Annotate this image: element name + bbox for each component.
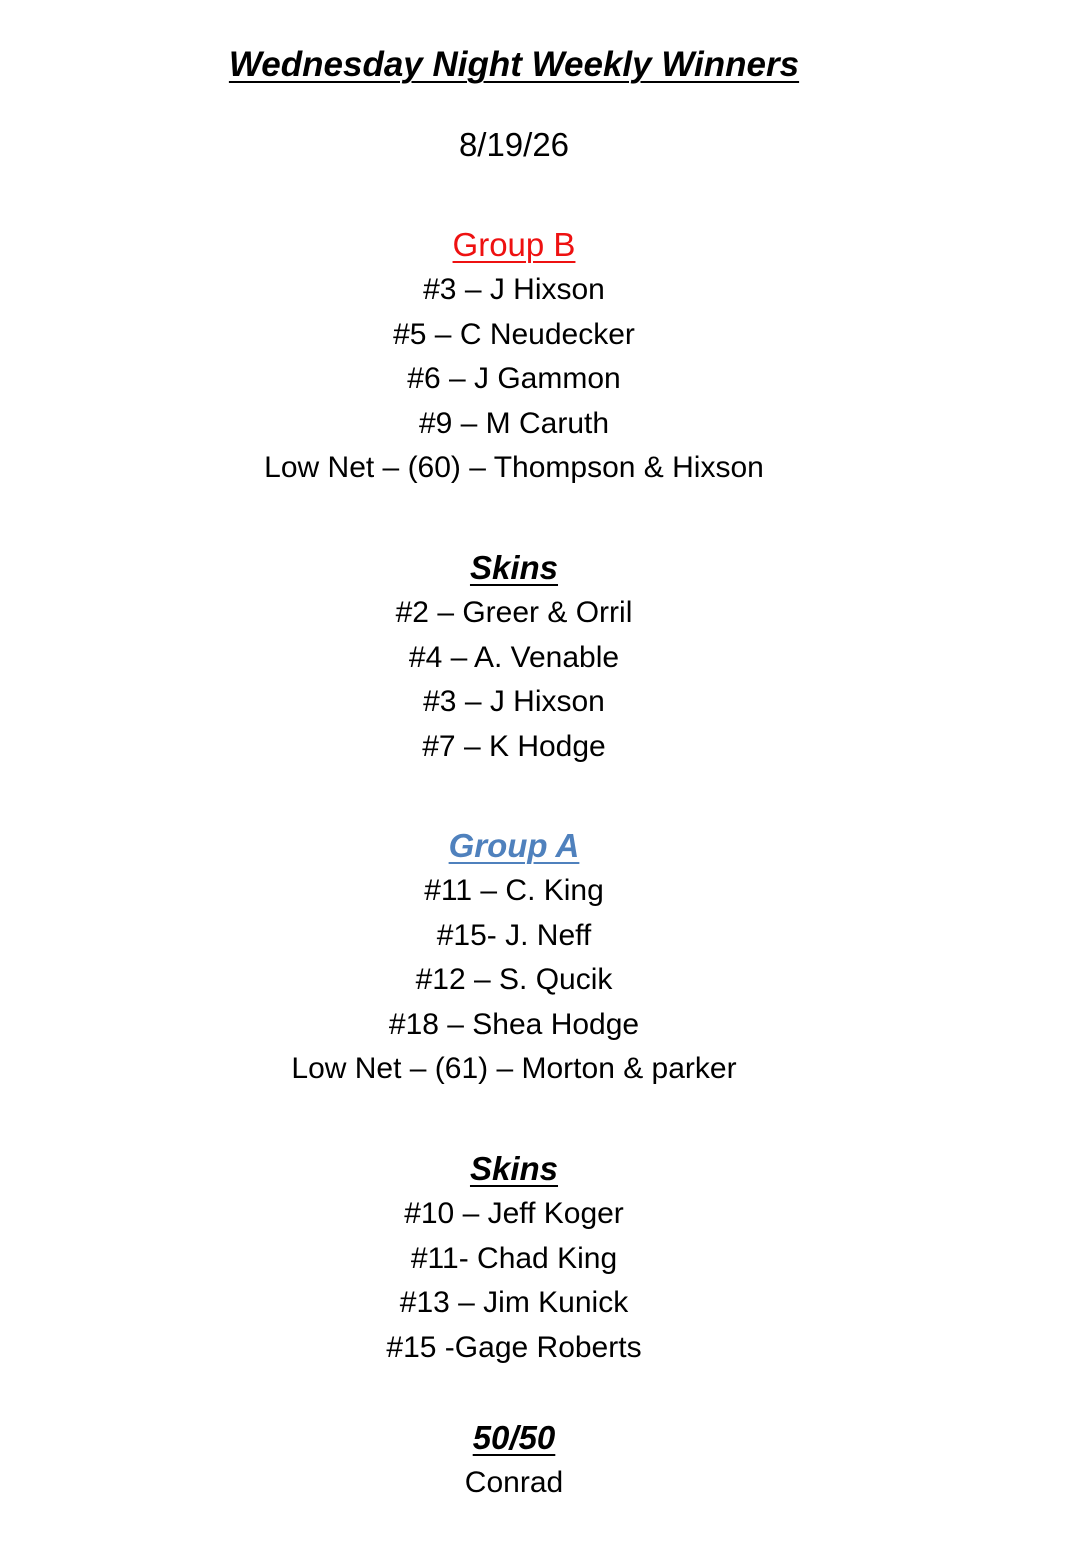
group-a-winner: #18 – Shea Hodge <box>388 1007 640 1041</box>
group-b-skins-heading: Skins <box>469 549 559 586</box>
group-b-winner: #5 – C Neudecker <box>393 317 635 351</box>
fifty-fifty-section <box>0 1415 1028 1506</box>
group-a-skin-winner: #10 – Jeff Koger <box>404 1197 624 1230</box>
fifty-fifty-winner: Conrad <box>464 1466 564 1499</box>
group-b-skin-winner: #3 – J Hixson <box>423 685 605 718</box>
group-a-winner: #11 – C. King <box>424 874 604 907</box>
group-b-winner: #6 – J Gammon <box>407 362 621 395</box>
group-a-section <box>0 823 1028 1092</box>
group-b-section <box>0 222 1028 491</box>
group-b-skins-section <box>0 545 1028 769</box>
group-b-heading: Group B <box>452 226 576 263</box>
group-b-winner: #3 – J Hixson <box>423 273 605 306</box>
group-a-skin-winner: #15 -Gage Roberts <box>386 1330 642 1364</box>
group-b-skin-winner: #4 – A. Venable <box>408 640 620 674</box>
group-b-skin-winner: #7 – K Hodge <box>422 729 606 763</box>
page-title: Wednesday Night Weekly Winners <box>228 45 800 84</box>
fifty-fifty-heading: 50/50 <box>472 1419 556 1456</box>
group-a-winner: #15- J. Neff <box>436 918 592 952</box>
group-b-winner: #9 – M Caruth <box>418 406 610 440</box>
group-a-heading: Group A <box>448 827 580 864</box>
group-a-winner: #12 – S. Qucik <box>415 963 613 996</box>
group-a-low-net: Low Net – (61) – Morton & parker <box>291 1052 737 1085</box>
group-a-skin-winner: #13 – Jim Kunick <box>399 1286 629 1319</box>
event-date: 8/19/26 <box>458 126 570 163</box>
group-b-low-net: Low Net – (60) – Thompson & Hixson <box>264 451 764 484</box>
group-a-skins-heading: Skins <box>469 1150 559 1187</box>
group-b-skin-winner: #2 – Greer & Orril <box>395 596 633 629</box>
group-a-skins-section <box>0 1146 1028 1370</box>
group-a-skin-winner: #11- Chad King <box>410 1241 618 1275</box>
